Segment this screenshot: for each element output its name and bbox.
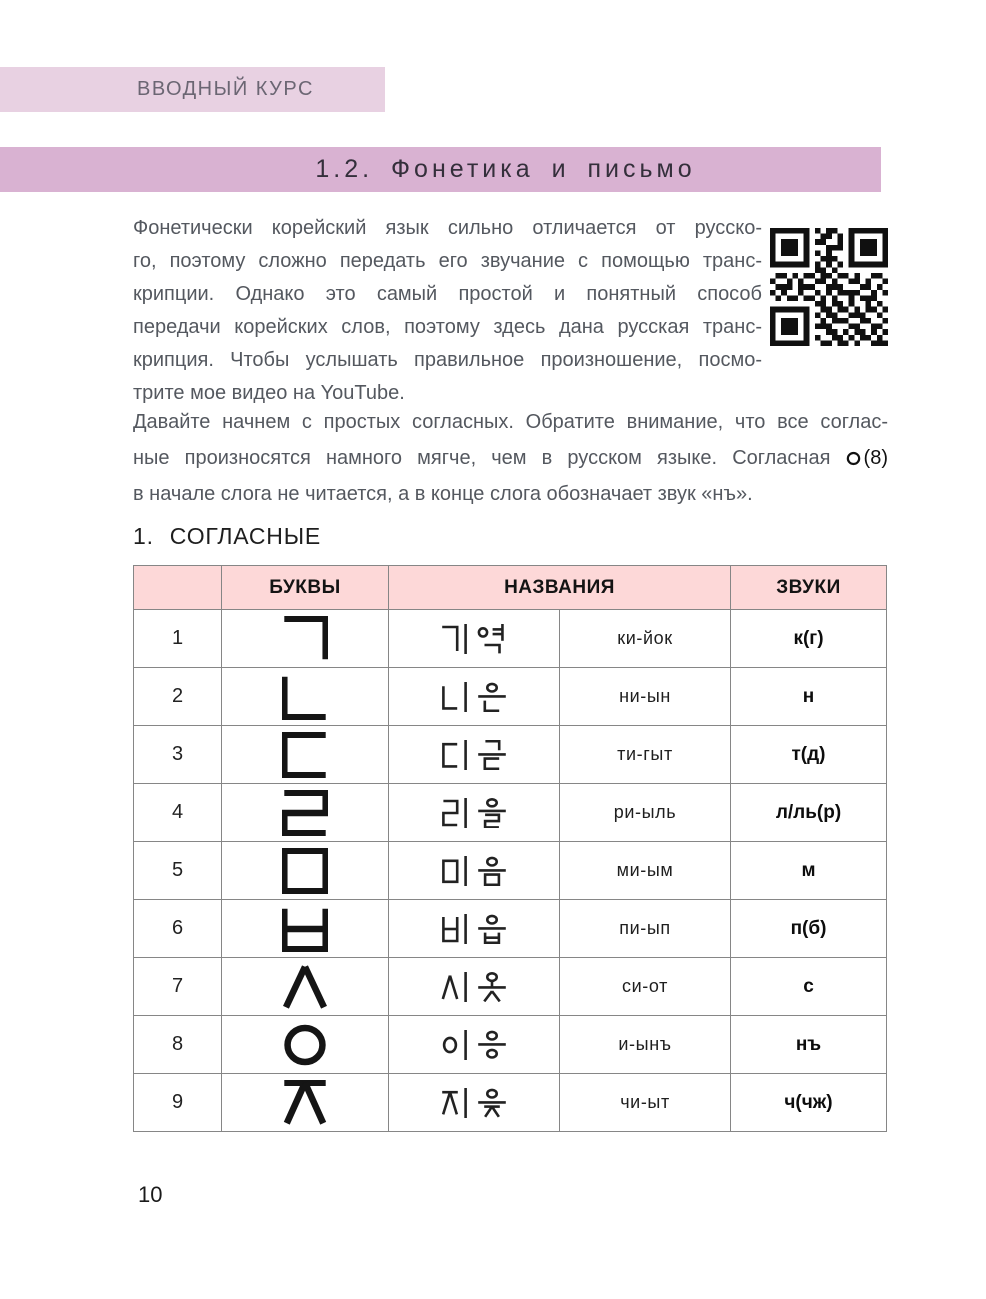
cell-sound: к(г) [731,610,887,668]
cell-number: 7 [134,958,222,1016]
cell-sound: м [731,842,887,900]
table-row [134,784,887,842]
cell-sound: нъ [731,1016,887,1074]
intro-paragraph [133,212,762,410]
cell-korean-name [389,900,560,958]
cell-korean-letter [222,900,389,958]
cell-number: 1 [134,610,222,668]
cell-russian-name: пи-ып [560,900,731,958]
cell-korean-letter [222,842,389,900]
cell-korean-name [389,1074,560,1132]
note-paragraph [133,404,888,512]
table-row [134,1074,887,1132]
letter-number-ref: (8) [863,447,888,469]
table-row [134,958,887,1016]
table-row [134,668,887,726]
cell-korean-letter [222,1016,389,1074]
page-number: 10 [138,1182,163,1207]
cell-russian-name: ми-ым [560,842,731,900]
cell-number: 6 [134,900,222,958]
col-header-empty [134,566,222,610]
cell-korean-name [389,1016,560,1074]
cell-number: 8 [134,1016,222,1074]
section-title: 1.2. Фонетика и письмо [315,155,696,183]
cell-korean-letter [222,610,389,668]
cell-sound: с [731,958,887,1016]
table-row [134,842,887,900]
cell-russian-name: ки-йок [560,610,731,668]
paragraph-line: трите мое видео на YouTube. [133,382,405,404]
cell-sound: ч(чж) [731,1074,887,1132]
cell-korean-name [389,726,560,784]
paragraph-line: передачи корейских слов, поэтому здесь дана русская транс- [133,316,762,338]
cell-korean-letter [222,784,389,842]
cell-sound: л/ль(р) [731,784,887,842]
cell-number: 2 [134,668,222,726]
consonants-heading [133,523,321,550]
cell-korean-letter [222,1074,389,1132]
paragraph-line: крипция. Чтобы услышать правильное произношение, посмо- [133,349,762,371]
cell-korean-name [389,610,560,668]
cell-korean-name [389,842,560,900]
cell-russian-name: ти-гыт [560,726,731,784]
paragraph-line: крипции. Однако это самый простой и понятный способ [133,283,762,305]
paragraph-line: го, поэтому сложно передать его звучание с помощью транс- [133,250,762,272]
table-header-row [134,566,887,610]
cell-russian-name: си-от [560,958,731,1016]
cell-russian-name: ри-ыль [560,784,731,842]
paragraph-line: Фонетически корейский язык сильно отличается от русско- [133,217,762,239]
table-row [134,726,887,784]
heading-number: 1. [133,523,154,549]
cell-korean-name [389,958,560,1016]
col-header-sounds: ЗВУКИ [731,566,887,610]
cell-number: 9 [134,1074,222,1132]
paragraph-text: ные произносятся намного мягче, чем в русском языке. Согласная [133,447,831,469]
cell-korean-letter [222,726,389,784]
cell-russian-name: чи-ыт [560,1074,731,1132]
cell-korean-letter [222,668,389,726]
paragraph-line: в начале слога не читается, а в конце слога обозначает звук «нъ». [133,483,753,505]
cell-number: 5 [134,842,222,900]
cell-korean-name [389,784,560,842]
cell-number: 4 [134,784,222,842]
consonants-table [133,565,887,1132]
col-header-letters: БУКВЫ [222,566,389,610]
cell-sound: т(д) [731,726,887,784]
table-row [134,900,887,958]
cell-number: 3 [134,726,222,784]
cell-sound: н [731,668,887,726]
paragraph-line [133,440,888,476]
chapter-band [0,67,385,112]
ieung-letter-icon [846,447,861,469]
col-header-names: НАЗВАНИЯ [389,566,731,610]
table-row [134,610,887,668]
paragraph-line: Давайте начнем с простых согласных. Обратите внимание, что все соглас- [133,411,888,433]
cell-russian-name: и-ынъ [560,1016,731,1074]
qr-code [770,228,888,346]
cell-korean-letter [222,958,389,1016]
heading-text: СОГЛАСНЫЕ [169,523,322,549]
cell-sound: п(б) [731,900,887,958]
cell-korean-name [389,668,560,726]
cell-russian-name: ни-ын [560,668,731,726]
section-title-band [0,147,881,192]
table-row [134,1016,887,1074]
chapter-label: ВВОДНЫЙ КУРС [137,78,314,100]
